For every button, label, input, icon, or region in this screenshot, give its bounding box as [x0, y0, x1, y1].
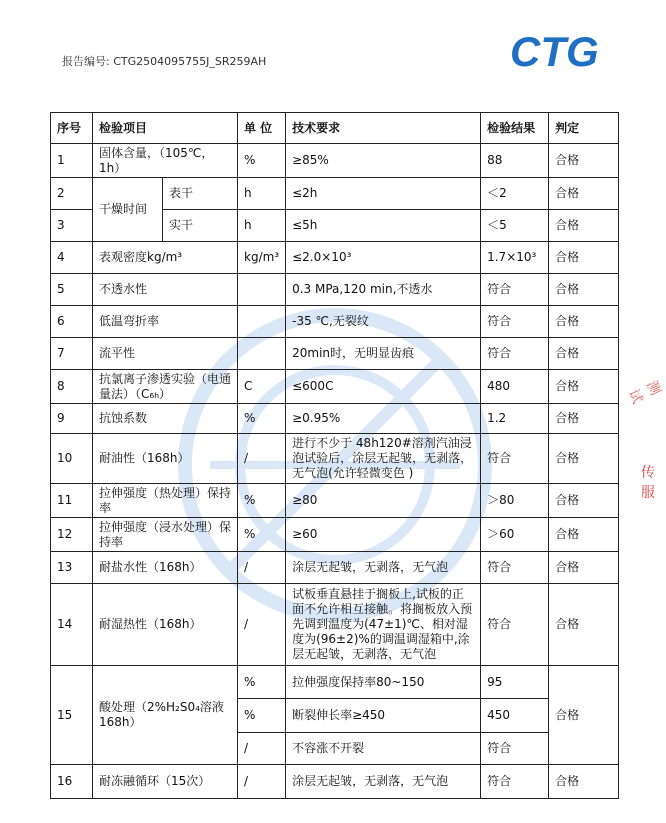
cell-subitem: 实干 — [163, 210, 238, 242]
cell-result: 符合 — [481, 765, 549, 799]
cell-requirement: 进行不少于 48h120#溶剂汽油浸泡试验后，涂层无起皱，无剥落，无气泡(允许轻微变色 ) — [286, 434, 481, 484]
cell-requirement: ≥60 — [286, 518, 481, 552]
cell-no: 10 — [51, 434, 93, 484]
cell-no: 6 — [51, 306, 93, 338]
cell-requirement: 涂层无起皱，无剥落，无气泡 — [286, 552, 481, 584]
cell-no: 14 — [51, 584, 93, 666]
cell-result: 符合 — [481, 552, 549, 584]
cell-requirement: 不容涨不开裂 — [286, 733, 481, 765]
cell-result: 480 — [481, 370, 549, 404]
cell-unit: % — [238, 144, 286, 178]
cell-no: 5 — [51, 274, 93, 306]
table-row — [51, 434, 619, 484]
cell-item: 耐湿热性（168h） — [93, 584, 238, 666]
cell-unit — [238, 338, 286, 370]
svg-text:CTG: CTG — [510, 28, 599, 72]
table-row — [51, 584, 619, 666]
table-row — [51, 306, 619, 338]
cell-result: ＜5 — [481, 210, 549, 242]
cell-unit: % — [238, 699, 286, 733]
cell-verdict: 合格 — [549, 242, 619, 274]
cell-unit: h — [238, 210, 286, 242]
cell-unit: % — [238, 666, 286, 699]
cell-unit: C — [238, 370, 286, 404]
cell-requirement: ≥85% — [286, 144, 481, 178]
cell-result: 符合 — [481, 434, 549, 484]
cell-no: 8 — [51, 370, 93, 404]
cell-unit: % — [238, 404, 286, 434]
cell-no: 3 — [51, 210, 93, 242]
stamp-text-lower: 传服 — [641, 465, 655, 501]
cell-item: 耐油性（168h） — [93, 434, 238, 484]
ctg-logo — [508, 28, 618, 76]
cell-requirement: ≤2h — [286, 178, 481, 210]
cell-verdict: 合格 — [549, 178, 619, 210]
cell-result: 1.2 — [481, 404, 549, 434]
cell-unit: / — [238, 552, 286, 584]
cell-no: 7 — [51, 338, 93, 370]
cell-requirement: -35 ℃,无裂纹 — [286, 306, 481, 338]
cell-requirement: ≤5h — [286, 210, 481, 242]
cell-result: ＞80 — [481, 484, 549, 518]
cell-unit: % — [238, 518, 286, 552]
table-row — [51, 518, 619, 552]
table-row — [51, 552, 619, 584]
cell-item: 流平性 — [93, 338, 238, 370]
cell-item: 酸处理（2%H₂S0₄溶液168h） — [93, 666, 238, 765]
cell-unit: kg/m³ — [238, 242, 286, 274]
table-row — [51, 484, 619, 518]
cell-unit: / — [238, 584, 286, 666]
cell-result: 1.7×10³ — [481, 242, 549, 274]
cell-requirement: 涂层无起皱，无剥落，无气泡 — [286, 765, 481, 799]
cell-requirement: 拉伸强度保持率80~150 — [286, 666, 481, 699]
header-item: 检验项目 — [93, 113, 238, 144]
cell-item: 拉伸强度（热处理）保持率 — [93, 484, 238, 518]
cell-result: 符合 — [481, 338, 549, 370]
cell-item: 固体含量，（105℃，1h） — [93, 144, 238, 178]
cell-item: 干燥时间 — [93, 178, 163, 242]
cell-item: 拉伸强度（浸水处理）保持率 — [93, 518, 238, 552]
cell-subitem: 表干 — [163, 178, 238, 210]
cell-unit: / — [238, 765, 286, 799]
cell-item: 耐盐水性（168h） — [93, 552, 238, 584]
cell-unit: % — [238, 484, 286, 518]
cell-requirement: 20min时，无明显齿痕 — [286, 338, 481, 370]
cell-verdict: 合格 — [549, 552, 619, 584]
cell-no: 13 — [51, 552, 93, 584]
cell-result: 符合 — [481, 584, 549, 666]
cell-requirement: 试板垂直悬挂于搁板上,试板的正面不允许相互接触。将搁板放入预先调到温度为(47±1)℃、相对湿度为(96±2)%的调温调湿箱中,涂层无起皱，无剥落，无气泡 — [286, 584, 481, 666]
cell-result: 450 — [481, 699, 549, 733]
cell-unit: / — [238, 733, 286, 765]
cell-item: 表观密度kg/m³ — [93, 242, 238, 274]
table-header-row — [51, 113, 619, 144]
cell-result: ＞60 — [481, 518, 549, 552]
cell-requirement: ≥80 — [286, 484, 481, 518]
table-row — [51, 242, 619, 274]
header-requirement: 技术要求 — [286, 113, 481, 144]
cell-verdict: 合格 — [549, 370, 619, 404]
cell-item: 不透水性 — [93, 274, 238, 306]
cell-result: 符合 — [481, 306, 549, 338]
cell-verdict: 合格 — [549, 338, 619, 370]
table-row — [51, 765, 619, 799]
cell-verdict: 合格 — [549, 144, 619, 178]
cell-unit: / — [238, 434, 286, 484]
header-no: 序号 — [51, 113, 93, 144]
cell-requirement: ≤600C — [286, 370, 481, 404]
cell-item: 抗氯离子渗透实验（电通量法）（C₆ₕ） — [93, 370, 238, 404]
cell-requirement: ≤2.0×10³ — [286, 242, 481, 274]
stamp-text-upper: 测试 — [624, 378, 664, 407]
cell-item: 耐冻融循环（15次） — [93, 765, 238, 799]
header-result: 检验结果 — [481, 113, 549, 144]
cell-verdict: 合格 — [549, 765, 619, 799]
table-row — [51, 178, 619, 210]
cell-requirement: 0.3 MPa,120 min,不透水 — [286, 274, 481, 306]
table-row — [51, 666, 619, 699]
cell-result: 符合 — [481, 733, 549, 765]
cell-verdict: 合格 — [549, 404, 619, 434]
table-row — [51, 404, 619, 434]
table-row — [51, 144, 619, 178]
cell-no: 1 — [51, 144, 93, 178]
cell-requirement: 断裂伸长率≥450 — [286, 699, 481, 733]
cell-result: ＜2 — [481, 178, 549, 210]
test-results-table — [50, 112, 619, 799]
cell-verdict: 合格 — [549, 306, 619, 338]
cell-verdict: 合格 — [549, 210, 619, 242]
cell-requirement: ≥0.95% — [286, 404, 481, 434]
cell-unit: h — [238, 178, 286, 210]
cell-verdict: 合格 — [549, 434, 619, 484]
cell-no: 15 — [51, 666, 93, 765]
cell-result: 95 — [481, 666, 549, 699]
cell-verdict: 合格 — [549, 484, 619, 518]
report-number: 报告编号: CTG2504095755J_SR259AH — [62, 55, 267, 68]
table-row — [51, 370, 619, 404]
cell-verdict: 合格 — [549, 518, 619, 552]
cell-no: 4 — [51, 242, 93, 274]
cell-no: 9 — [51, 404, 93, 434]
cell-no: 2 — [51, 178, 93, 210]
table-row — [51, 274, 619, 306]
cell-verdict: 合格 — [549, 274, 619, 306]
cell-no: 16 — [51, 765, 93, 799]
header-verdict: 判定 — [549, 113, 619, 144]
cell-result: 88 — [481, 144, 549, 178]
cell-result: 符合 — [481, 274, 549, 306]
cell-unit — [238, 306, 286, 338]
cell-no: 12 — [51, 518, 93, 552]
cell-item: 低温弯折率 — [93, 306, 238, 338]
cell-unit — [238, 274, 286, 306]
cell-no: 11 — [51, 484, 93, 518]
cell-verdict: 合格 — [549, 584, 619, 666]
header-unit: 单 位 — [238, 113, 286, 144]
cell-verdict: 合格 — [549, 666, 619, 765]
table-row — [51, 338, 619, 370]
cell-item: 抗蚀系数 — [93, 404, 238, 434]
